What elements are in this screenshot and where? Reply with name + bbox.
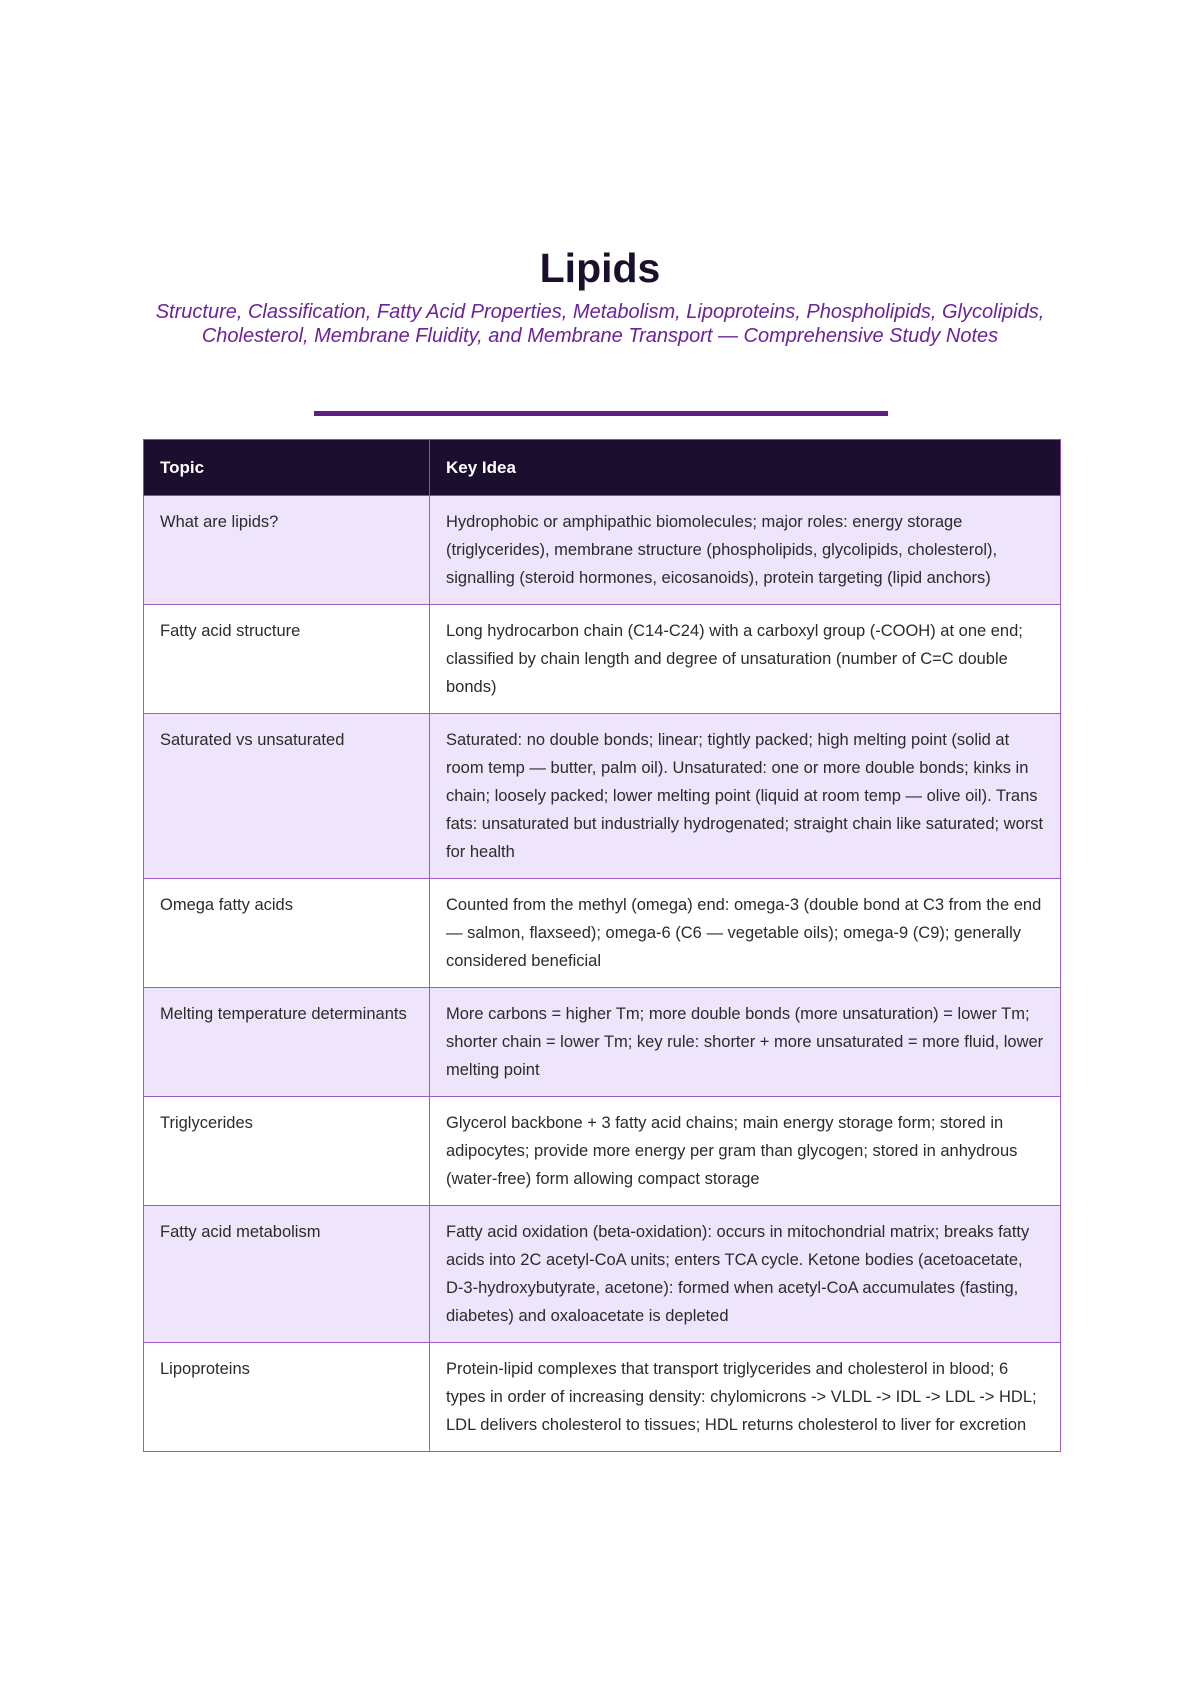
title-divider	[314, 411, 888, 416]
page-subtitle: Structure, Classification, Fatty Acid Properties, Metabolism, Lipoproteins, Phospholipids, Glycolipids, Cholesterol, Membrane Fluidity, and Membrane Transport — Comprehensive Study Notes	[155, 301, 1045, 347]
table-row	[144, 496, 1061, 605]
key-idea-cell: Counted from the methyl (omega) end: omega-3 (double bond at C3 from the end — salmon, flaxseed); omega-6 (C6 — vegetable oils); omega-9 (C9); generally considered beneficial	[430, 879, 1061, 988]
topic-cell: Fatty acid metabolism	[144, 1206, 430, 1343]
topic-cell: Melting temperature determinants	[144, 988, 430, 1097]
column-header-key-idea: Key Idea	[430, 440, 1061, 496]
table-row	[144, 714, 1061, 879]
table-row	[144, 988, 1061, 1097]
key-idea-cell: More carbons = higher Tm; more double bonds (more unsaturation) = lower Tm; shorter chain = lower Tm; key rule: shorter + more unsaturated = more fluid, lower melting point	[430, 988, 1061, 1097]
topic-cell: Saturated vs unsaturated	[144, 714, 430, 879]
key-idea-cell: Saturated: no double bonds; linear; tightly packed; high melting point (solid at room temp — butter, palm oil). Unsaturated: one or more double bonds; kinks in chain; loosely packed; lower melting point (liquid at room temp — olive oil). Trans fats: unsaturated but industrially hydrogenated; straight chain like saturated; worst for health	[430, 714, 1061, 879]
key-idea-cell: Hydrophobic or amphipathic biomolecules; major roles: energy storage (triglycerides), membrane structure (phospholipids, glycolipids, cholesterol), signalling (steroid hormones, eicosanoids), protein targeting (lipid anchors)	[430, 496, 1061, 605]
topic-cell: Lipoproteins	[144, 1343, 430, 1452]
page-title: Lipids	[539, 245, 661, 291]
key-idea-cell: Glycerol backbone + 3 fatty acid chains; main energy storage form; stored in adipocytes; provide more energy per gram than glycogen; stored in anhydrous (water-free) form allowing compact storage	[430, 1097, 1061, 1206]
topic-cell: Omega fatty acids	[144, 879, 430, 988]
table-row	[144, 1343, 1061, 1452]
topic-cell: What are lipids?	[144, 496, 430, 605]
table-row	[144, 1097, 1061, 1206]
table-row	[144, 605, 1061, 714]
table-row	[144, 1206, 1061, 1343]
column-header-topic: Topic	[144, 440, 430, 496]
key-idea-cell: Fatty acid oxidation (beta-oxidation): occurs in mitochondrial matrix; breaks fatty acids into 2C acetyl-CoA units; enters TCA cycle. Ketone bodies (acetoacetate, D-3-hydroxybutyrate, acetone): formed when acetyl-CoA accumulates (fasting, diabetes) and oxaloacetate is depleted	[430, 1206, 1061, 1343]
topic-cell: Fatty acid structure	[144, 605, 430, 714]
topic-cell: Triglycerides	[144, 1097, 430, 1206]
study-notes-table	[143, 439, 1061, 1452]
key-idea-cell: Protein-lipid complexes that transport triglycerides and cholesterol in blood; 6 types in order of increasing density: chylomicrons -> VLDL -> IDL -> LDL -> HDL; LDL delivers cholesterol to tissues; HDL returns cholesterol to liver for excretion	[430, 1343, 1061, 1452]
table-header-row	[144, 440, 1061, 496]
table-row	[144, 879, 1061, 988]
key-idea-cell: Long hydrocarbon chain (C14-C24) with a carboxyl group (-COOH) at one end; classified by chain length and degree of unsaturation (number of C=C double bonds)	[430, 605, 1061, 714]
